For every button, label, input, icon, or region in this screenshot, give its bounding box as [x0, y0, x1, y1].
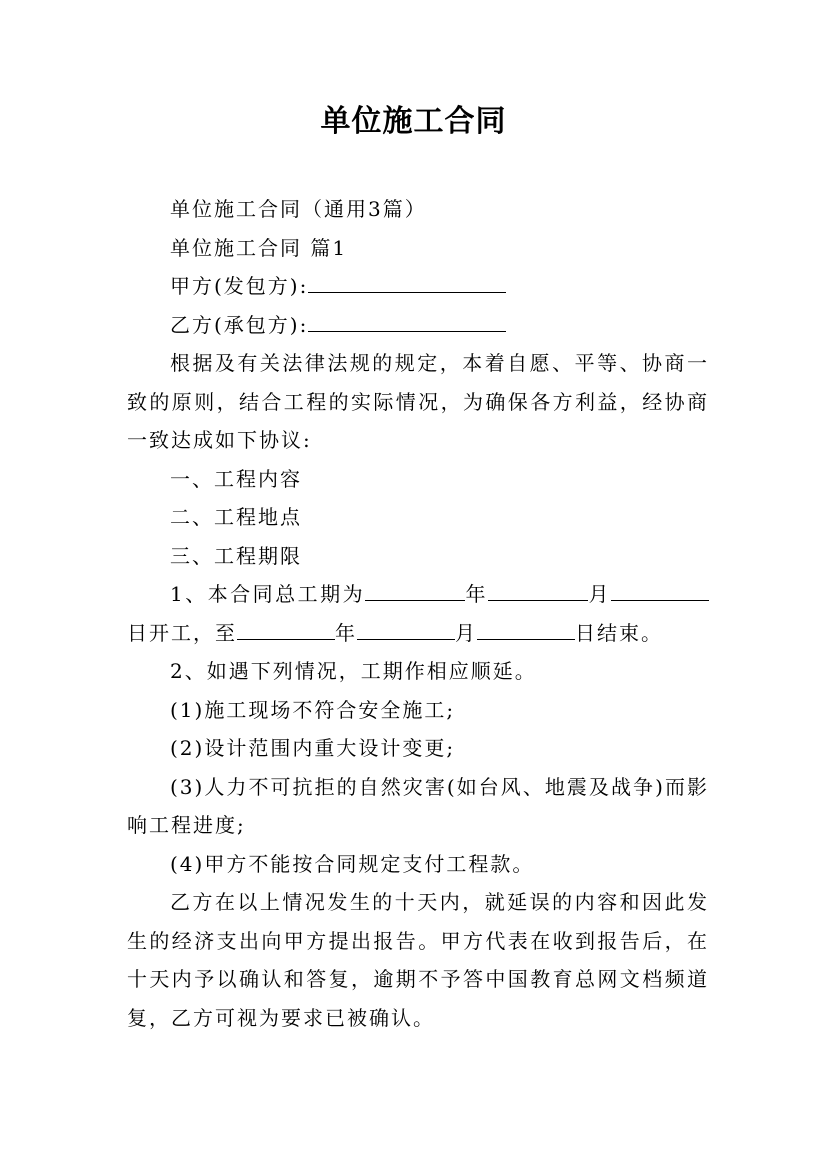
section-1-heading: 一、工程内容 — [170, 466, 302, 491]
end-day-blank — [477, 617, 575, 640]
party-b-blank — [308, 309, 506, 332]
section-3-heading: 三、工程期限 — [170, 543, 302, 568]
start-year-blank — [365, 578, 465, 601]
subtitle: 单位施工合同（通用3篇） — [170, 197, 427, 221]
item-4: (4)甲方不能按合同规定支付工程款。 — [170, 851, 535, 876]
term-1-end: 日结束。 — [575, 620, 663, 645]
party-b-line — [127, 306, 709, 345]
item-2: (2)设计范围内重大设计变更; — [170, 736, 456, 760]
section-2-heading: 二、工程地点 — [170, 505, 302, 529]
end-year-blank — [237, 617, 335, 640]
party-a-label: 甲方(发包方): — [170, 274, 309, 298]
term-1-month2: 月 — [455, 620, 477, 645]
end-month-blank — [357, 617, 455, 640]
start-day-blank — [611, 578, 709, 601]
start-month-blank — [488, 578, 588, 601]
term-1-start: 日开工，至 — [127, 620, 237, 645]
closing-paragraph: 乙方在以上情况发生的十天内，就延误的内容和因此发生的经济支出向甲方提出报告。甲方代表在收到报告后，在十天内予以确认和答复，逾期不予答中国教育总网文档频道复，乙方可视为要求已被确认。 — [127, 890, 709, 1030]
document-title: 单位施工合同 — [320, 104, 507, 139]
party-a-line — [127, 267, 709, 306]
preamble-paragraph: 根据及有关法律法规的规定，本着自愿、平等、协商一致的原则，结合工程的实际情况，为确保各方利益，经协商一致达成如下协议: — [127, 351, 709, 452]
term-1-paragraph — [127, 575, 709, 652]
term-1-prefix: 1、本合同总工期为 — [170, 582, 366, 606]
term-1-year: 年 — [465, 582, 489, 606]
document-body — [127, 190, 709, 1037]
item-1: (1)施工现场不符合安全施工; — [170, 697, 456, 722]
term-2-paragraph: 2、如遇下列情况，工期作相应顺延。 — [170, 659, 537, 683]
item-3: (3)人力不可抗拒的自然灾害(如台风、地震及战争)而影响工程进度; — [127, 774, 709, 837]
term-1-month: 月 — [588, 582, 611, 606]
party-a-blank — [308, 270, 506, 293]
part-heading: 单位施工合同 篇1 — [170, 235, 348, 260]
term-1-year2: 年 — [335, 620, 357, 645]
party-b-label: 乙方(承包方): — [170, 312, 309, 337]
